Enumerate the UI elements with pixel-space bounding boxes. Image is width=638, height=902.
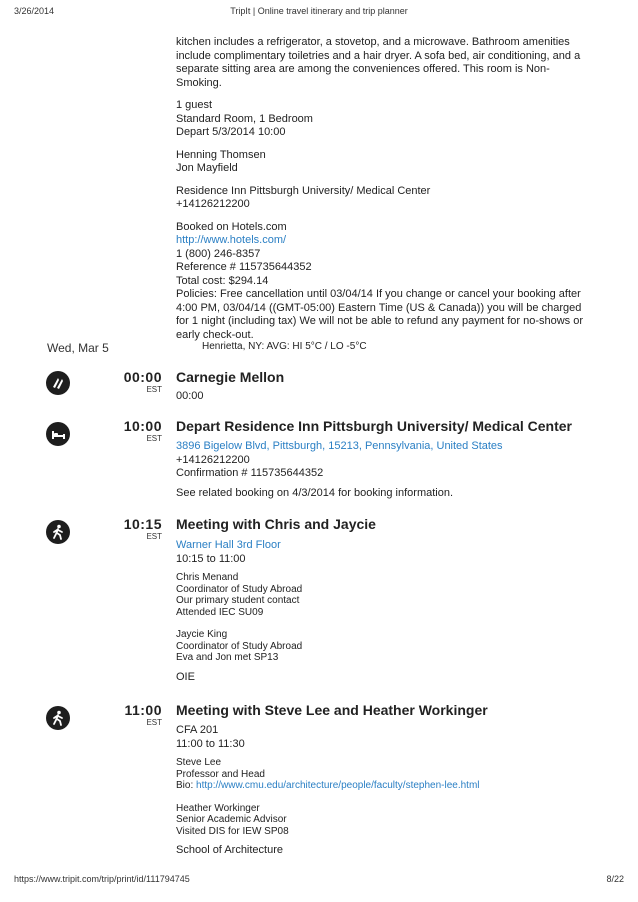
booking-site: Booked on Hotels.com: [176, 220, 287, 233]
event-confirmation: Confirmation # 115735644352: [176, 467, 324, 479]
event-timezone: EST: [146, 434, 162, 443]
event-location: CFA 201: [176, 724, 219, 736]
note-line: Coordinator of Study Abroad: [176, 583, 303, 595]
event-tag: OIE: [176, 670, 195, 683]
booking-site-link[interactable]: http://www.hotels.com/: [176, 234, 287, 246]
bio-link[interactable]: http://www.cmu.edu/architecture/people/faculty/stephen-lee.html: [196, 780, 480, 791]
note-line: Our primary student contact: [176, 595, 300, 606]
event-time: 11:00: [124, 702, 162, 718]
event-timezone: EST: [146, 385, 162, 394]
note-line: Chris Menand: [176, 572, 239, 583]
print-title: TripIt | Online travel itinerary and trip planner: [230, 6, 408, 16]
event-details: [176, 390, 596, 404]
event-title[interactable]: Meeting with Chris and Jaycie: [176, 516, 376, 532]
event-phone: +14126212200: [176, 453, 250, 466]
related-booking-note: See related booking on 4/3/2014 for booking information.: [176, 486, 454, 499]
room-description-line: kitchen includes a refrigerator, a stovetop, and a microwave. Bathroom amenities: [176, 36, 570, 48]
event-time: 00:00: [123, 369, 162, 385]
event-title[interactable]: Depart Residence Inn Pittsburgh University/ Medical Center: [176, 418, 572, 434]
walking-person-icon: [46, 520, 70, 544]
note-line: Steve Lee: [176, 757, 222, 768]
depart-date: Depart 5/3/2014 10:00: [176, 126, 286, 138]
event-timezone: EST: [146, 718, 162, 727]
policy-line: early check-out.: [176, 328, 254, 341]
note-line: Attended IEC SU09: [176, 606, 264, 618]
weather-summary: Henrietta, NY: AVG: HI 5°C / LO -5°C: [202, 341, 367, 352]
event-time: 10:00: [123, 418, 162, 434]
event-notes: [176, 757, 596, 837]
policy-line: for 1 night (including tax) We will not be able to refund any payment for no-shows or: [176, 315, 584, 327]
event-notes: [176, 572, 596, 664]
note-line: Heather Workinger: [176, 802, 260, 814]
note-line: Eva and Jon met SP13: [176, 652, 279, 663]
print-date: 3/26/2014: [14, 6, 55, 16]
total-cost: Total cost: $294.14: [176, 274, 269, 287]
room-type: Standard Room, 1 Bedroom: [176, 112, 313, 125]
event-tag: School of Architecture: [176, 844, 284, 856]
note-line: Jaycie King: [176, 629, 228, 640]
hotel-name: Residence Inn Pittsburgh University/ Medical Center: [176, 184, 431, 197]
room-description-line: include complimentary toiletries and a hair dryer. A sofa bed, air conditioning, and a: [176, 49, 581, 62]
event-time-text: 00:00: [176, 390, 204, 402]
event-time-span: 11:00 to 11:30: [176, 737, 245, 750]
event-timezone: EST: [146, 532, 162, 541]
directions-icon: [46, 371, 70, 395]
traveler-name: Jon Mayfield: [176, 162, 238, 174]
note-line: Coordinator of Study Abroad: [176, 640, 303, 652]
policy-line: Policies: Free cancellation until 03/04/14 If you change or cancel your booking after: [176, 288, 581, 300]
event-title[interactable]: Meeting with Steve Lee and Heather Workinger: [176, 702, 488, 718]
bed-icon: [46, 422, 70, 446]
event-details: [176, 539, 596, 684]
room-description-line: separate sitting area are among the conveniences offered. This room is Non-Smoking.: [176, 63, 550, 89]
lodging-details: [176, 36, 594, 342]
event-details: [176, 724, 596, 858]
booking-reference: Reference # 115735644352: [176, 261, 312, 273]
event-details: [176, 440, 596, 500]
event-address-link[interactable]: 3896 Bigelow Blvd, Pittsburgh, 15213, Pennsylvania, United States: [176, 440, 503, 452]
bio-line: [176, 780, 596, 792]
guest-count: 1 guest: [176, 99, 213, 111]
event-title[interactable]: Carnegie Mellon: [176, 369, 285, 385]
event-location-link[interactable]: Warner Hall 3rd Floor: [176, 539, 281, 551]
note-line: Professor and Head: [176, 768, 265, 780]
traveler-name: Henning Thomsen: [176, 148, 266, 161]
event-time: 10:15: [123, 516, 162, 532]
print-url: https://www.tripit.com/trip/print/id/111794745: [14, 874, 190, 884]
event-time-span: 10:15 to 11:00: [176, 552, 246, 565]
walking-person-icon: [46, 706, 70, 730]
page-number: 8/22: [606, 874, 624, 884]
day-heading: Wed, Mar 5: [47, 341, 109, 355]
note-line: Senior Academic Advisor: [176, 814, 287, 825]
policy-line: 4:00 PM, 03/04/14 ((GMT-05:00) Eastern Time (US & Canada)) you will be charged: [176, 301, 582, 314]
hotel-phone: +14126212200: [176, 198, 250, 210]
booking-phone: 1 (800) 246-8357: [176, 247, 261, 260]
bio-label: Bio:: [176, 780, 197, 791]
note-line: Visited DIS for IEW SP08: [176, 825, 289, 837]
